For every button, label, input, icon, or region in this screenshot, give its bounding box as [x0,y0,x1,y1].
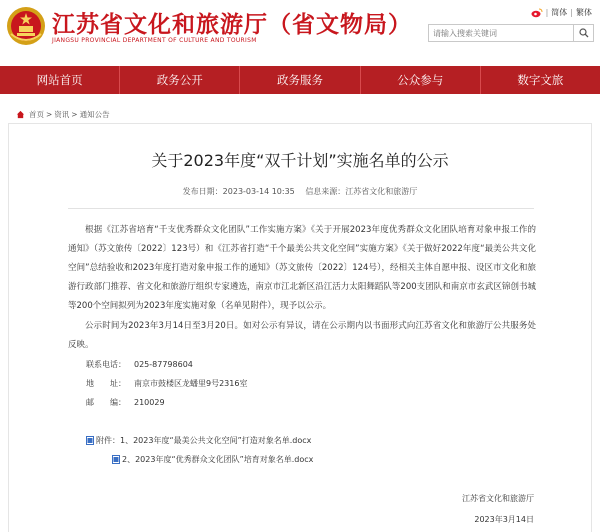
contact-label: 邮 编： [86,398,126,407]
search-button[interactable] [573,25,593,41]
main-nav [0,66,600,94]
nav-home[interactable]: 网站首页 [0,66,120,94]
contact-label: 联系电话： [86,360,126,369]
attachment-2[interactable] [112,454,313,465]
search-icon [579,28,589,38]
publish-date: 发布日期：2023-03-14 10:35 [182,187,295,196]
doc-file-icon [86,436,94,445]
sign-date: 2023年3月14日 [474,515,534,524]
article-paragraph-1: 根据《江苏省培育“千支优秀群众文化团队”工作实施方案》《关于开展2023年度优秀群众文化团队培育对象申报工作的通知》（苏文旅传〔2022〕123号）和《江苏省打造“千个最美公共文化空间”实施方案》《关于做好2022年度“最美公共文化空间”总结验收和2023年度打造对象申报工作的通知》（苏文旅传〔2022〕124号），经相关主体自愿申报、设区市文化和旅游行政部门推荐、省文化和旅游厅组织专家遴选，南京市江北新区沿江活力太阳舞蹈队等200支团队和南京市玄武区锦创书城等200个空间拟列为2023年度实施对象（名单见附件），现予以公示。 [68,225,536,311]
breadcrumb-home[interactable]: 首页 [29,110,44,119]
article-paragraph-2: 公示时间为2023年3月14日至3月20日。如对公示有异议，请在公示期内以书面形式向江苏省文化和旅游厅公共服务处反映。 [68,321,536,350]
article-meta [0,186,600,197]
search-box [428,24,594,42]
nav-public-participation[interactable]: 公众参与 [361,66,481,94]
nav-digital-tourism[interactable]: 数字文旅 [517,73,564,87]
national-emblem-icon [6,6,46,46]
site-header [0,0,600,58]
contact-value: 210029 [134,398,165,407]
article-title: 关于2023年度“双千计划”实施名单的公示 [151,151,449,170]
breadcrumb-notices[interactable]: 通知公告 [79,110,110,119]
nav-government-services[interactable]: 政务服务 [240,66,360,94]
signature: 江苏省文化和旅游厅 [462,494,534,503]
site-subtitle-en: JIANGSU PROVINCIAL DEPARTMENT OF CULTURE AND TOURISM [52,37,257,44]
nav-government-affairs[interactable]: 政务公开 [120,66,240,94]
breadcrumb [16,109,110,120]
search-input[interactable] [429,25,573,41]
attachment-1[interactable] [86,435,311,446]
title-divider [68,208,534,209]
contact-value: 025-87798604 [134,360,193,369]
home-icon [16,110,25,119]
info-source: 信息来源：江苏省文化和旅游厅 [305,187,418,196]
contact-address [86,378,247,389]
weibo-icon[interactable] [531,8,543,18]
doc-file-icon [112,455,120,464]
site-title[interactable]: 江苏省文化和旅游厅（省文物局） [52,12,412,38]
traditional-link[interactable]: 繁体 [576,8,592,17]
contact-value: 南京市鼓楼区龙蟠里9号2316室 [134,379,248,388]
contact-label: 地 址： [86,379,126,388]
breadcrumb-sep: > [71,110,78,119]
breadcrumb-news[interactable]: 资讯 [54,110,70,119]
contact-postcode [86,397,165,408]
top-links: | 简体 | 繁体 [531,7,592,18]
breadcrumb-sep: > [46,110,53,119]
simplified-link[interactable]: 简体 [551,8,568,17]
attachment-link[interactable]: 附件：1、2023年度“最美公共文化空间”打造对象名单.docx [96,436,312,445]
contact-phone [86,359,193,370]
attachment-link[interactable]: 2、2023年度“优秀群众文化团队”培育对象名单.docx [122,455,314,464]
